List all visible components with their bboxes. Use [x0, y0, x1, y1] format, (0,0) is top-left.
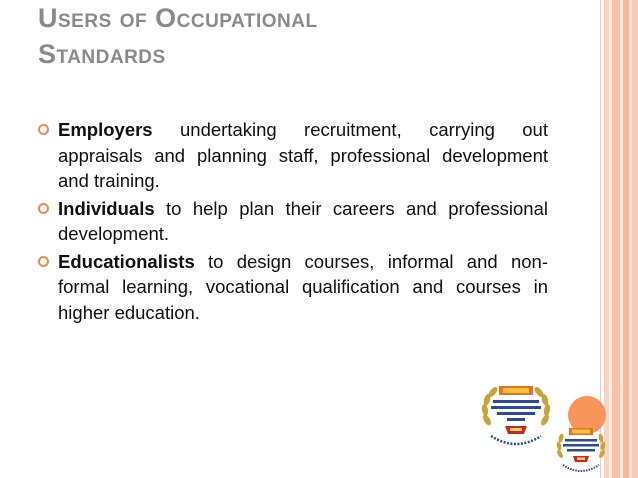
- bullet-item-individuals: [38, 196, 548, 247]
- bullet-item-employers: [38, 117, 548, 194]
- slide-title-line-2: Standards: [38, 39, 166, 69]
- bullet-text: to design courses, informal and non-formal learning, vocational qualification and courses in higher education.: [58, 250, 548, 323]
- hollow-circle-bullet-icon: [38, 256, 49, 267]
- slide-title-line-1: Users of Occupational: [38, 3, 318, 33]
- institution-seal-logo: [553, 424, 609, 478]
- bullet-item-educationalists: [38, 249, 548, 326]
- slide-title: [38, 0, 538, 72]
- bullet-text: undertaking recruitment, carrying out appraisals and planning staff, professional development and training.: [58, 119, 548, 191]
- bullet-keyword: Educationalists: [58, 250, 195, 272]
- decorative-stripes: [604, 0, 638, 478]
- bullet-keyword: Employers: [58, 119, 153, 140]
- institution-seal-logo: [477, 380, 555, 452]
- bullet-text: to help plan their careers and professional development.: [58, 197, 548, 244]
- hollow-circle-bullet-icon: [38, 203, 49, 214]
- bullet-list: [38, 117, 548, 327]
- hollow-circle-bullet-icon: [38, 124, 49, 135]
- bullet-keyword: Individuals: [58, 197, 155, 219]
